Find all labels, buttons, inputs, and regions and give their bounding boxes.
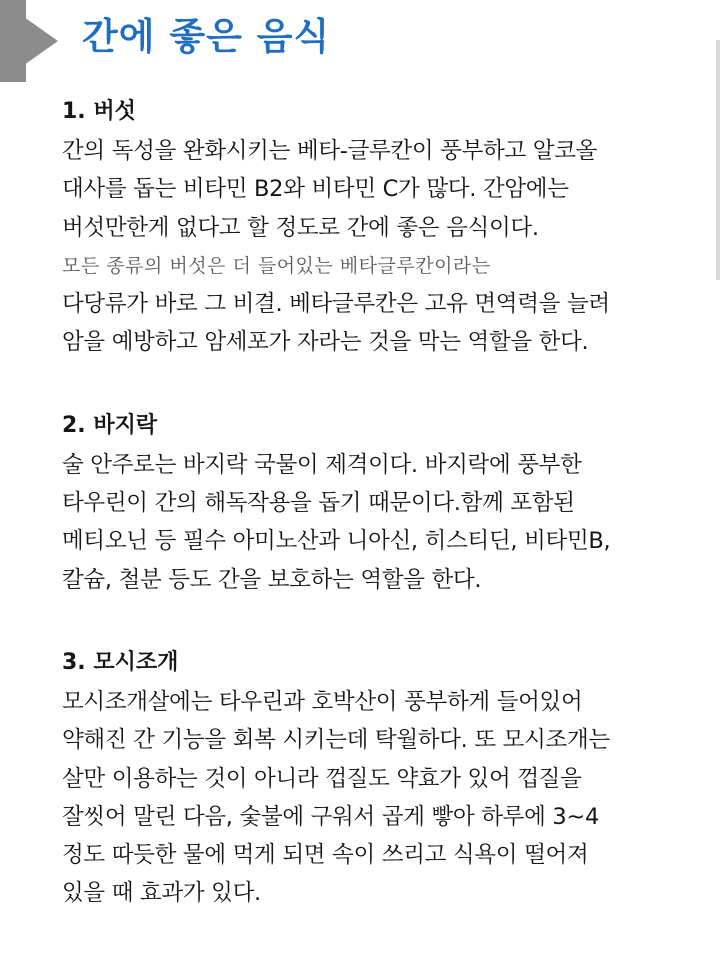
paragraph-line: 있을 때 효과가 있다. [62, 880, 261, 907]
section-clam [62, 406, 702, 599]
paragraph-line: 살만 이용하는 것이 아니라 껍질도 약효가 있어 껍질을 [62, 765, 582, 792]
paragraph-line: 메티오닌 등 필수 아미노산과 니아신, 히스티딘, 비타민B, [62, 528, 611, 555]
paragraph-line: 모시조개살에는 타우린과 호박산이 풍부하게 들어있어 [62, 688, 583, 715]
paragraph-line: 약해진 간 기능을 회복 시키는데 탁월하다. 또 모시조개는 [62, 727, 610, 754]
corner-decoration-triangle [0, 0, 58, 82]
section-heading: 2. 바지락 [62, 412, 158, 438]
section-heading: 1. 버섯 [62, 99, 136, 124]
article-body [62, 92, 702, 957]
paragraph-line: 암을 예방하고 암세포가 자라는 것을 막는 역할을 한다. [62, 329, 589, 356]
paragraph-line: 다당류가 바로 그 비결. 베타글루칸은 고유 면역력을 늘려 [62, 291, 610, 318]
paragraph-line: 정도 따듯한 물에 먹게 되면 속이 쓰리고 식욕이 떨어져 [62, 842, 589, 869]
paragraph-line: 술 안주로는 바지락 국물이 제격이다. 바지락에 풍부한 [62, 451, 582, 478]
paragraph-line: 칼슘, 철분 등도 간을 보호하는 역할을 한다. [62, 566, 482, 593]
paragraph-line: 간의 독성을 완화시키는 베타-글루칸이 풍부하고 알코올 [62, 138, 598, 164]
paragraph-line: 대사를 돕는 비타민 B2와 비타민 C가 많다. 간암에는 [62, 176, 569, 203]
paragraph-line: 버섯만한게 없다고 할 정도로 간에 좋은 음식이다. [62, 214, 539, 241]
paragraph-line: 타우린이 간의 해독작용을 돕기 때문이다.함께 포함된 [62, 490, 575, 517]
paragraph-line: 모든 종류의 버섯은 더 들어있는 베타글루칸이라는 [62, 254, 491, 277]
page-title: 간에 좋은 음식 [82, 15, 331, 58]
scroll-edge-indicator [716, 40, 720, 280]
section-mushroom [62, 92, 702, 362]
paragraph-line: 잘씻어 말린 다음, 숯불에 구워서 곱게 빻아 하루에 3~4 [62, 803, 599, 830]
section-heading: 3. 모시조개 [62, 649, 179, 675]
section-hard-clam [62, 643, 702, 913]
